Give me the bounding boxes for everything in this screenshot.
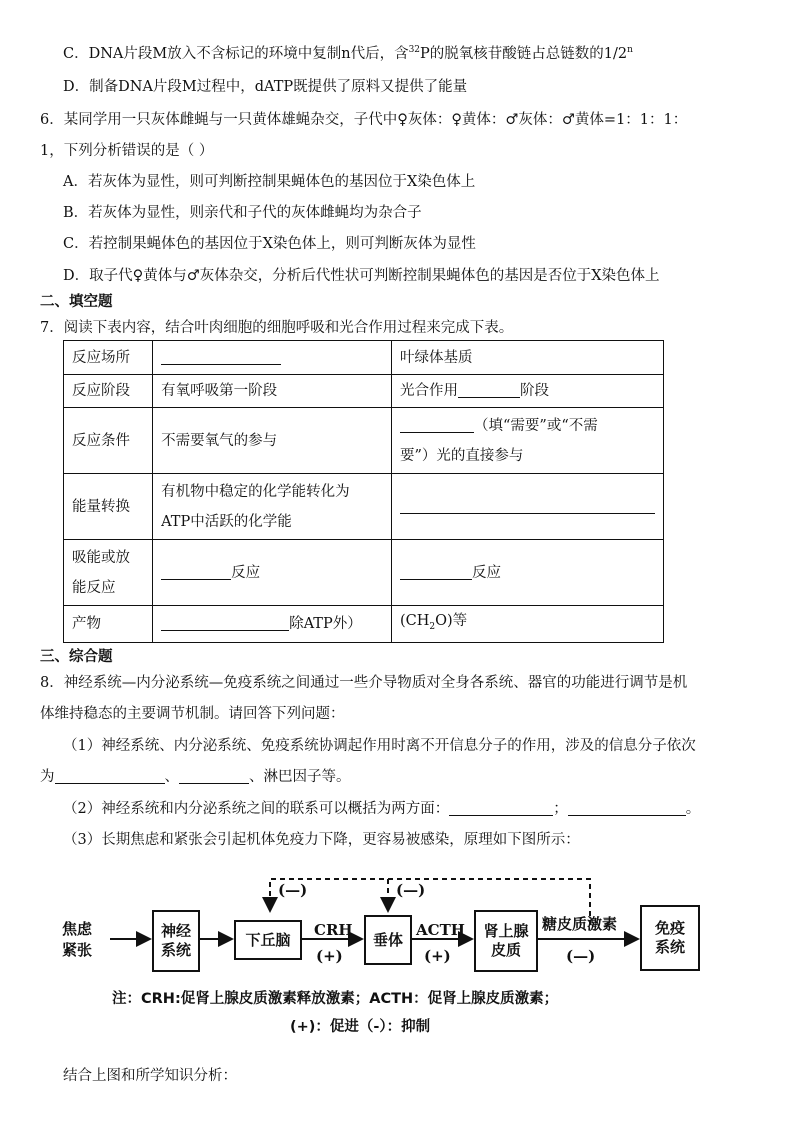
- row-label: 反应条件: [64, 408, 153, 474]
- cell-value: 有机物中稳定的化学能转化为 ATP中活跃的化学能: [153, 474, 392, 540]
- cell-value: 不需要氧气的参与: [153, 408, 392, 474]
- q6-option-b: B．若灰体为显性，则亲代和子代的灰体雌蝇均为杂合子: [63, 205, 422, 221]
- answer-blank-reaction-right[interactable]: [400, 564, 472, 580]
- cell-value: （填“需要”或“不需 要”）光的直接参与: [392, 408, 664, 474]
- q6-stem: 6．某同学用一只灰体雌蝇与一只黄体雄蝇杂交，子代中♀灰体：♀黄体：♂灰体：♂黄体=1：1：1：: [40, 112, 688, 128]
- table-row: [64, 606, 664, 643]
- q6-option-a: A．若灰体为显性，则可判断控制果蝇体色的基因位于X染色体上: [63, 174, 476, 190]
- answer-blank-stage[interactable]: [458, 383, 520, 399]
- answer-blank-4[interactable]: [568, 801, 686, 817]
- q6-option-d: D．取子代♀黄体与♂灰体杂交，分析后代性状可判断控制果蝇体色的基因是否位于X染色体上: [63, 268, 660, 284]
- cell-value: 反应: [153, 540, 392, 606]
- table-row: [64, 375, 664, 408]
- answer-blank-site[interactable]: [153, 341, 392, 375]
- label-feedback-inhibit-2: (—): [396, 881, 426, 899]
- box-adrenal-cortex: 肾上腺 皮质: [474, 910, 538, 972]
- diagram-note-2: (+)：促进（-）：抑制: [290, 1019, 431, 1035]
- q8-part3: （3）长期焦虑和紧张会引起机体免疫力下降，更容易被感染，原理如下图所示：: [63, 832, 580, 848]
- box-immune-system: 免疫 系统: [640, 905, 700, 971]
- cell-value: 除ATP外）: [153, 606, 392, 643]
- q8-part1-cont: 为 、 、淋巴因子等。: [40, 769, 351, 785]
- q6-option-c: C．若控制果蝇体色的基因位于X染色体上，则可判断灰体为显性: [63, 236, 476, 252]
- row-label: 反应场所: [64, 341, 153, 375]
- q8-part1: （1）神经系统、内分泌系统、免疫系统协调起作用时离不开信息分子的作用，涉及的信息分子依次: [63, 738, 696, 754]
- box-pituitary: 垂体: [364, 915, 412, 965]
- row-label: 反应阶段: [64, 375, 153, 408]
- diagram-note-1: 注：CRH:促肾上腺皮质激素释放激素；ACTH：促肾上腺皮质激素；: [112, 991, 559, 1007]
- answer-blank-1[interactable]: [55, 769, 165, 785]
- label-feedback-inhibit-1: (—): [278, 881, 308, 899]
- q5-option-c: C．DNA片段M放入不含标记的环境中复制n代后，含$^{32}$P的脱氧核苷酸链占总链数的1/2$^n$: [63, 45, 633, 62]
- answer-blank-light[interactable]: [400, 417, 474, 433]
- label-crh: CRH: [314, 921, 353, 939]
- label-glucocorticoid-inhibit: (—): [566, 947, 596, 965]
- cell-value: 反应: [392, 540, 664, 606]
- answer-blank-reaction-left[interactable]: [161, 564, 231, 580]
- box-nervous-system: 神经 系统: [152, 910, 200, 972]
- q8-stem: 8．神经系统—内分泌系统—免疫系统之间通过一些介导物质对全身各系统、器官的功能进行调节是机: [40, 675, 688, 691]
- label-anxiety: 焦虑 紧张: [62, 920, 93, 959]
- answer-blank-3[interactable]: [449, 801, 553, 817]
- q5-option-d: D．制备DNA片段M过程中，dATP既提供了原料又提供了能量: [63, 79, 468, 95]
- label-glucocorticoid: 糖皮质激素: [542, 915, 618, 933]
- table-row: [64, 341, 664, 375]
- section-heading-fill-in: 二、填空题: [40, 294, 113, 310]
- cell-value: $(CH_2O)$等: [392, 606, 664, 643]
- section-heading-comprehensive: 三、综合题: [40, 649, 113, 665]
- answer-blank-2[interactable]: [179, 769, 249, 785]
- answer-blank-energy[interactable]: [392, 474, 664, 540]
- answer-blank-product[interactable]: [161, 615, 289, 631]
- q8-part2: （2）神经系统和内分泌系统之间的联系可以概括为两方面： ； 。: [63, 801, 701, 817]
- label-acth: ACTH: [416, 921, 465, 939]
- row-label: 吸能或放 能反应: [64, 540, 153, 606]
- q7-table: [63, 340, 664, 643]
- cell-value: 有氧呼吸第一阶段: [153, 375, 392, 408]
- table-row: [64, 540, 664, 606]
- q8-stem-cont: 体维持稳态的主要调节机制。请回答下列问题：: [40, 706, 345, 722]
- label-acth-promote: (+): [424, 947, 451, 965]
- regulation-diagram: [60, 875, 720, 1035]
- q6-stem-cont: 1，下列分析错误的是（ ）: [40, 143, 214, 159]
- table-row: [64, 408, 664, 474]
- cell-value: 光合作用 阶段: [392, 375, 664, 408]
- row-label: 产物: [64, 606, 153, 643]
- label-crh-promote: (+): [316, 947, 343, 965]
- cell-value: 叶绿体基质: [392, 341, 664, 375]
- analysis-prompt: 结合上图和所学知识分析：: [63, 1068, 237, 1084]
- q7-stem: 7．阅读下表内容，结合叶肉细胞的细胞呼吸和光合作用过程来完成下表。: [40, 320, 514, 336]
- table-row: [64, 474, 664, 540]
- row-label: 能量转换: [64, 474, 153, 540]
- box-hypothalamus: 下丘脑: [234, 920, 302, 960]
